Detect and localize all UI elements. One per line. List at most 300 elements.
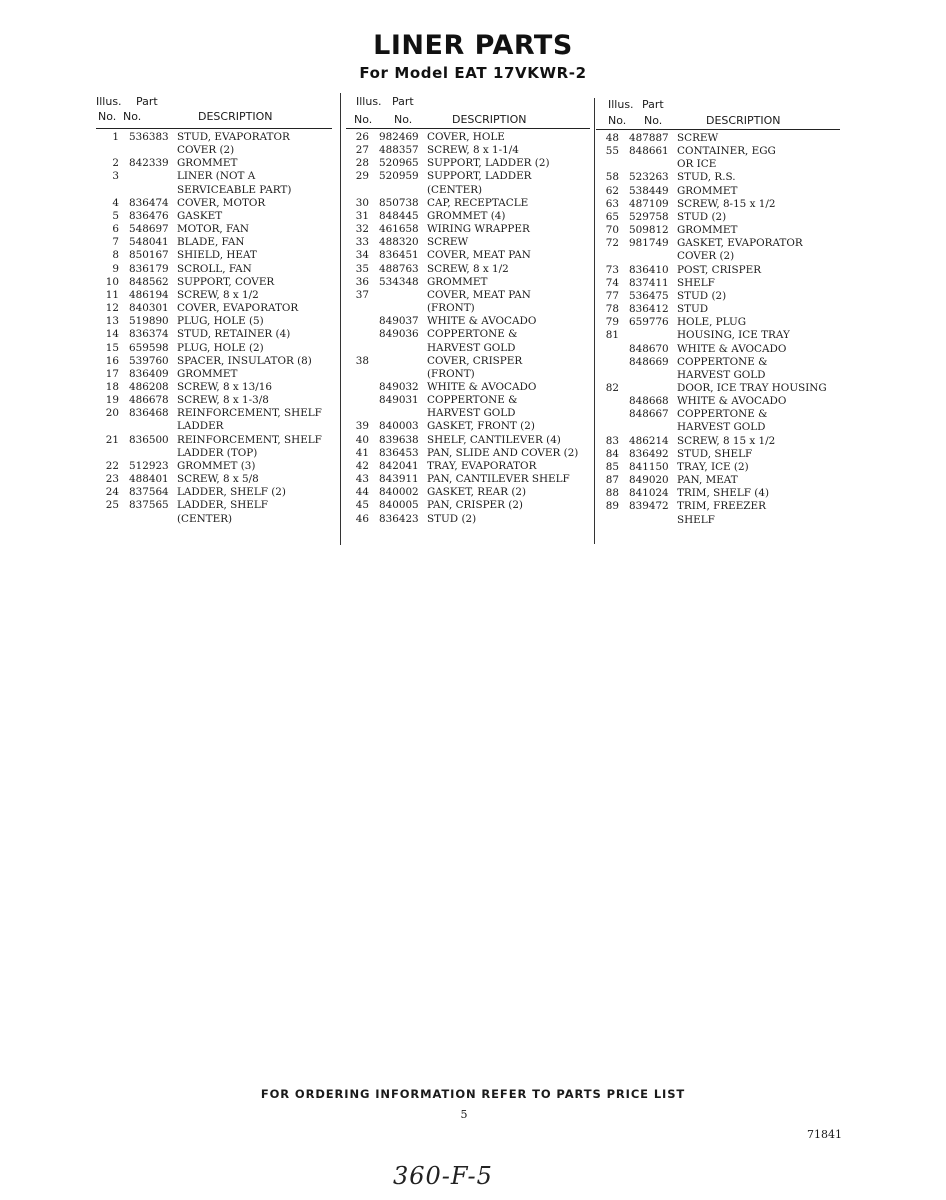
part-row [96,447,332,460]
part-number: 848562 [129,275,169,288]
part-description: STUD (2) [677,210,727,223]
part-number: 841024 [629,487,669,500]
part-number: 840003 [379,420,419,433]
description-label: DESCRIPTION [198,110,273,123]
description-label: DESCRIPTION [452,113,527,126]
part-label: Part [136,95,158,108]
part-number [129,170,177,183]
illus-number: 4 [112,196,119,209]
part-description: GROMMET [677,184,738,197]
illus-number: 14 [105,328,119,341]
illus-number: 55 [605,145,619,158]
part-number: 548041 [129,236,169,249]
part-number: 837411 [629,276,669,289]
page-title: LINER PARTS [373,30,573,61]
part-row [96,381,332,394]
part-row [596,421,840,434]
part-number: 536475 [629,289,669,302]
part-number: 486214 [629,434,669,447]
parts-column-3 [596,96,840,527]
part-description: SCREW [677,132,719,144]
part-number: 836453 [379,446,419,459]
part-number: 512923 [129,459,169,472]
part-description: SCREW, 8 x 1/2 [177,288,259,301]
part-number: 850167 [129,249,169,262]
part-row [96,184,332,197]
document-number: 71841 [807,1128,842,1141]
part-number: 850738 [379,196,419,209]
part-description: REINFORCEMENT, SHELF [177,407,322,420]
part-number: 836409 [129,367,169,380]
part-row [346,447,590,460]
part-description: HARVEST GOLD [677,368,766,381]
part-description: STUD, EVAPORATOR [177,131,290,143]
illus-number [596,343,629,356]
part-description: DOOR, ICE TRAY HOUSING [677,381,827,394]
part-label: Part [392,95,414,108]
part-description: (FRONT) [427,367,475,380]
ordering-info: FOR ORDERING INFORMATION REFER TO PARTS PRICE LIST [260,1087,686,1101]
part-description: (CENTER) [427,183,483,196]
illus-number: 40 [355,433,369,446]
part-number: 840301 [129,302,169,315]
model-subtitle: For Model EAT 17VKWR-2 [359,64,587,82]
part-row [596,343,840,356]
part-number: 523263 [629,171,669,184]
illus-number: 8 [112,249,119,262]
illus-number: 23 [105,473,119,486]
part-description: LADDER, SHELF (2) [177,486,286,499]
illus-number [346,394,379,407]
illus-number: 6 [112,223,119,236]
part-row [346,420,590,433]
part-description: SHELF [677,276,715,289]
illus-number: 11 [105,288,119,301]
part-row [596,171,840,184]
part-description: LADDER [177,420,224,433]
part-number: 836410 [629,263,669,276]
part-row [596,461,840,474]
illus-number: 12 [105,302,119,315]
illus-number: 29 [355,170,369,183]
part-number: 488357 [379,144,419,157]
part-description: COPPERTONE & [427,328,518,341]
part-description: SCREW, 8 x 1-1/4 [427,144,519,157]
part-description: LADDER (TOP) [177,446,258,459]
part-description: STUD (2) [677,289,727,302]
part-row [346,236,590,249]
part-description: SCREW, 8 x 1-3/8 [177,394,269,407]
part-row [596,514,840,527]
part-number: 488401 [129,473,169,486]
part-row [96,315,332,328]
part-number: 836492 [629,447,669,460]
part-row [346,144,590,157]
part-description: SPACER, INSULATOR (8) [177,354,312,367]
part-row [346,499,590,512]
part-row [96,513,332,526]
part-number: 842339 [129,157,169,170]
parts-column-1 [96,95,332,526]
illus-number: 48 [605,132,619,144]
part-description: GROMMET [427,275,488,288]
part-description: GROMMET (4) [427,209,506,222]
part-description: GASKET [177,209,223,222]
part-row [96,473,332,486]
part-row [346,223,590,236]
part-number: 841150 [629,460,669,473]
part-row [346,170,590,183]
part-description: STUD, RETAINER (4) [177,328,291,341]
illus-number: 84 [605,447,619,460]
part-number: 848661 [629,145,669,158]
part-number: 534348 [379,275,419,288]
illus-label: Illus. [608,98,634,111]
part-row [346,486,590,499]
part-row [346,263,590,276]
illus-number: 63 [605,197,619,210]
part-number [379,355,427,368]
part-number: 848667 [629,408,669,421]
column-header [96,95,332,131]
part-number: 548697 [129,223,169,236]
part-number: 486194 [129,288,169,301]
part-row [346,249,590,262]
part-description: HARVEST GOLD [677,421,766,434]
illus-number: 89 [605,500,619,513]
part-description: GASKET, FRONT (2) [427,420,535,433]
part-description: SUPPORT, LADDER (2) [427,157,550,170]
part-row [596,395,840,408]
part-row [596,329,840,342]
part-description: WHITE & AVOCADO [677,342,787,355]
part-number: 837564 [129,486,169,499]
part-number: 849037 [379,315,419,328]
part-number [379,289,427,302]
illus-number: 20 [105,407,119,420]
part-description: COPPERTONE & [677,408,768,421]
part-row [596,277,840,290]
part-description: WHITE & AVOCADO [427,315,537,328]
part-description: CONTAINER, EGG [677,145,776,158]
part-row [596,369,840,382]
part-description: PAN, CANTILEVER SHELF [427,473,570,486]
part-number: 487109 [629,197,669,210]
part-description: GASKET, REAR (2) [427,486,527,499]
part-row [96,289,332,302]
illus-number: 45 [355,499,369,512]
column-header [346,95,590,131]
part-description: (CENTER) [177,512,233,525]
part-description: REINFORCEMENT, SHELF [177,433,322,446]
part-row [346,342,590,355]
illus-number: 27 [355,144,369,157]
part-description: LADDER, SHELF [177,499,268,512]
part-row [346,315,590,328]
part-row [346,131,590,144]
header-rule [596,129,840,130]
part-description: STUD, SHELF [677,447,753,460]
illus-number: 58 [605,171,619,184]
part-row [346,157,590,170]
part-row [96,434,332,447]
part-description: COVER, MOTOR [177,196,266,209]
illus-number: 3 [112,170,119,183]
parts-list [346,131,590,526]
part-row [96,249,332,262]
part-description: GASKET, EVAPORATOR [677,237,803,250]
illus-number: 81 [605,329,619,342]
part-row [596,211,840,224]
illus-number: 74 [605,276,619,289]
part-row [596,145,840,158]
part-number: 519890 [129,315,169,328]
illus-number: 72 [605,237,619,250]
illus-number: 65 [605,210,619,223]
part-row [346,407,590,420]
illus-number: 25 [105,499,119,512]
illus-number: 37 [355,288,369,301]
part-number: 849020 [629,474,669,487]
part-description: SUPPORT, COVER [177,275,275,288]
part-row [596,224,840,237]
part-description: COVER, HOLE [427,131,505,143]
part-description: HARVEST GOLD [427,407,516,420]
illus-label: Illus. [356,95,382,108]
part-row [596,158,840,171]
part-description: SCREW, 8 x 13/16 [177,380,272,393]
part-number: 836423 [379,512,419,525]
part-description: COVER (2) [177,144,235,157]
part-row [596,487,840,500]
part-row [596,198,840,211]
part-description: PLUG, HOLE (5) [177,315,264,328]
part-row [596,474,840,487]
illus-number: 42 [355,459,369,472]
part-description: SHELF [677,513,715,526]
part-number: 836500 [129,433,169,446]
part-number: 836374 [129,328,169,341]
part-description: SHELF, CANTILEVER (4) [427,433,561,446]
part-number: 843911 [379,473,419,486]
part-row [346,184,590,197]
part-label: Part [642,98,664,111]
illus-number: 2 [112,157,119,170]
part-row [96,355,332,368]
illus-number: 19 [105,394,119,407]
part-row [96,236,332,249]
part-row [96,486,332,499]
part-number: 536383 [129,131,169,143]
part-row [596,356,840,369]
part-description: SUPPORT, LADDER [427,170,532,183]
illus-number: 32 [355,223,369,236]
part-number: 848668 [629,395,669,408]
part-number: 520959 [379,170,419,183]
part-number: 849032 [379,380,419,393]
part-description: HARVEST GOLD [427,341,516,354]
part-number: 848445 [379,209,419,222]
illus-number: 44 [355,486,369,499]
part-number: 659598 [129,341,169,354]
part-number: 486678 [129,394,169,407]
part-description: TRIM, SHELF (4) [677,487,769,500]
part-row [596,316,840,329]
part-description: (FRONT) [427,302,475,315]
part-number: 659776 [629,316,669,329]
illus-number: 78 [605,303,619,316]
illus-no-label: No. [608,114,627,127]
part-description: GROMMET [177,157,238,170]
illus-number: 16 [105,354,119,367]
illus-number: 88 [605,487,619,500]
part-row [596,500,840,513]
part-description: SCROLL, FAN [177,262,252,275]
illus-number [346,381,379,394]
illus-number: 77 [605,289,619,302]
part-row [346,368,590,381]
part-number: 839638 [379,433,419,446]
part-row [346,355,590,368]
part-number: 849036 [379,328,419,341]
part-description: SCREW [427,236,469,249]
part-description: HOLE, PLUG [677,316,747,329]
part-description: PAN, CRISPER (2) [427,499,523,512]
part-description: STUD (2) [427,512,477,525]
part-description: STUD, R.S. [677,171,736,184]
part-description: LINER (NOT A [177,170,256,183]
illus-no-label: No. [98,110,117,123]
part-description: CAP, RECEPTACLE [427,196,529,209]
illus-number: 33 [355,236,369,249]
header-rule [96,128,332,129]
illus-number [596,356,629,369]
part-row [596,264,840,277]
part-row [96,170,332,183]
part-number: 488763 [379,262,419,275]
part-row [346,197,590,210]
part-row [346,328,590,341]
description-label: DESCRIPTION [706,114,781,127]
part-description: COVER, EVAPORATOR [177,302,299,315]
part-description: POST, CRISPER [677,263,762,276]
part-number: 836468 [129,407,169,420]
part-number: 836412 [629,303,669,316]
part-number: 848670 [629,342,669,355]
part-row [346,276,590,289]
illus-number: 30 [355,196,369,209]
illus-number: 18 [105,380,119,393]
part-row [596,382,840,395]
part-row [596,237,840,250]
illus-number: 38 [355,354,369,367]
illus-number: 7 [112,236,119,249]
illus-number: 85 [605,460,619,473]
part-row [346,381,590,394]
part-description: HOUSING, ICE TRAY [677,329,790,342]
illus-label: Illus. [96,95,122,108]
header-rule [346,128,590,129]
illus-number: 43 [355,473,369,486]
part-row [596,435,840,448]
part-number [629,329,677,342]
part-description: COVER (2) [677,250,735,263]
illus-number: 28 [355,157,369,170]
illus-number: 39 [355,420,369,433]
part-row [596,132,840,145]
part-description: WHITE & AVOCADO [677,395,787,408]
illus-number: 82 [605,381,619,394]
illus-number: 10 [105,275,119,288]
part-description: COPPERTONE & [427,394,518,407]
part-number: 461658 [379,223,419,236]
part-number: 837565 [129,499,169,512]
part-number: 836451 [379,249,419,262]
part-no-label: No. [394,113,413,126]
illus-number: 46 [355,512,369,525]
part-row [96,131,332,144]
part-number: 486208 [129,380,169,393]
part-description: GROMMET [177,367,238,380]
part-description: SCREW, 8 x 1/2 [427,262,509,275]
part-description: SCREW, 8-15 x 1/2 [677,197,776,210]
part-description: SCREW, 8 15 x 1/2 [677,434,776,447]
part-description: SHIELD, HEAT [177,249,257,262]
part-description: SERVICEABLE PART) [177,183,292,196]
part-number: 836474 [129,196,169,209]
part-row [96,197,332,210]
column-divider [340,93,341,545]
part-number: 539760 [129,354,169,367]
part-row [346,394,590,407]
illus-number: 24 [105,486,119,499]
part-description: COVER, CRISPER [427,354,523,367]
part-description: TRIM, FREEZER [677,500,766,513]
illus-number: 22 [105,459,119,472]
part-number: 981749 [629,237,669,250]
part-row [346,460,590,473]
illus-number: 1 [112,131,119,143]
illus-number: 15 [105,341,119,354]
illus-number: 34 [355,249,369,262]
part-description: WIRING WRAPPER [427,223,530,236]
part-description: WHITE & AVOCADO [427,380,537,393]
part-description: PLUG, HOLE (2) [177,341,264,354]
illus-number: 87 [605,474,619,487]
part-number: 840002 [379,486,419,499]
handwritten-note: 360-F-5 [393,1162,493,1190]
part-row [96,460,332,473]
part-description: COVER, MEAT PAN [427,249,531,262]
illus-number: 79 [605,316,619,329]
part-number: 848669 [629,355,669,368]
part-number: 836476 [129,209,169,222]
part-row [96,342,332,355]
part-row [596,303,840,316]
illus-number: 21 [105,433,119,446]
illus-number: 83 [605,434,619,447]
part-row [596,250,840,263]
part-number: 538449 [629,184,669,197]
part-row [96,210,332,223]
part-number: 488320 [379,236,419,249]
part-row [596,448,840,461]
part-row [346,302,590,315]
part-number: 839472 [629,500,669,513]
part-description: GROMMET [677,224,738,237]
part-description: TRAY, ICE (2) [677,460,749,473]
part-row [96,394,332,407]
